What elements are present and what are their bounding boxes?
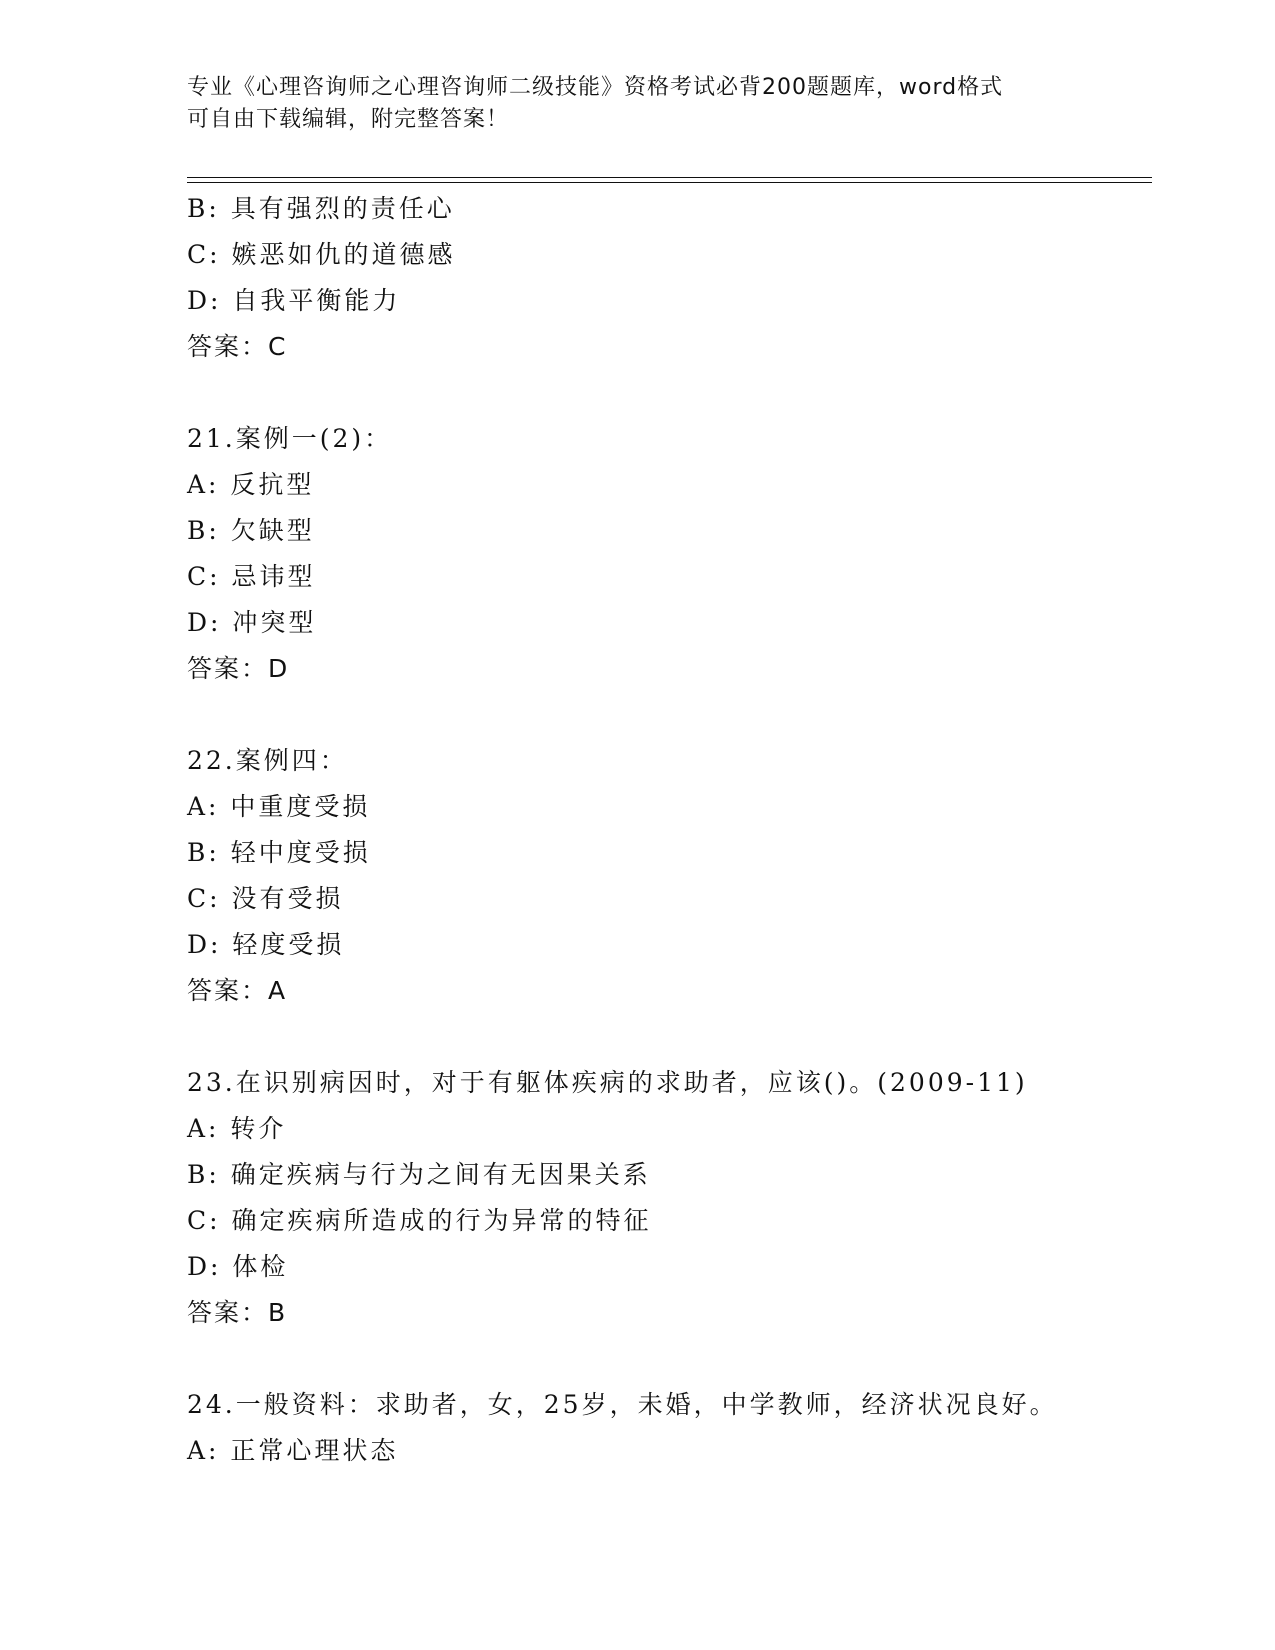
spacer [187,692,1152,738]
option-c: C: 没有受损 [187,884,344,913]
spacer [187,1336,1152,1382]
option-a: A: 反抗型 [187,470,315,499]
question-title: 22.案例四： [187,746,348,775]
option-b: B: 确定疾病与行为之间有无因果关系 [187,1160,651,1189]
option-d: D: 轻度受损 [187,930,345,959]
spacer [187,370,1152,416]
header-line-1: 专业《心理咨询师之心理咨询师二级技能》资格考试必背200题题库，word格式 [187,75,1004,100]
option-b: B: 欠缺型 [187,516,315,545]
question-block-20 [187,186,1152,370]
question-title: 24.一般资料：求助者，女，25岁，未婚，中学教师，经济状况良好。 [187,1390,1058,1419]
answer-label: 答案：C [187,332,288,361]
header-rule-bottom [187,182,1152,183]
question-title: 21.案例一(2)： [187,424,393,453]
spacer [187,1014,1152,1060]
document-header [187,72,1087,136]
answer-label: 答案：D [187,654,290,683]
answer-label: 答案：B [187,1298,288,1327]
option-d: D: 体检 [187,1252,289,1281]
option-c: C: 确定疾病所造成的行为异常的特征 [187,1206,652,1235]
question-title: 23.在识别病因时，对于有躯体疾病的求助者，应该()。(2009-11) [187,1068,1028,1097]
answer-label: 答案：A [187,976,288,1005]
question-block-23 [187,1060,1152,1336]
header-rule-top [187,177,1152,178]
header-line-2: 可自由下载编辑，附完整答案！ [187,107,510,132]
option-a: A: 转介 [187,1114,287,1143]
option-d: D: 冲突型 [187,608,317,637]
question-block-22 [187,738,1152,1014]
option-a: A: 正常心理状态 [187,1436,399,1465]
question-list [187,186,1152,1474]
option-d: D: 自我平衡能力 [187,286,401,315]
option-b: B: 具有强烈的责任心 [187,194,455,223]
option-c: C: 忌讳型 [187,562,316,591]
option-c: C: 嫉恶如仇的道德感 [187,240,456,269]
option-a: A: 中重度受损 [187,792,371,821]
option-b: B: 轻中度受损 [187,838,371,867]
question-block-24 [187,1382,1152,1474]
question-block-21 [187,416,1152,692]
